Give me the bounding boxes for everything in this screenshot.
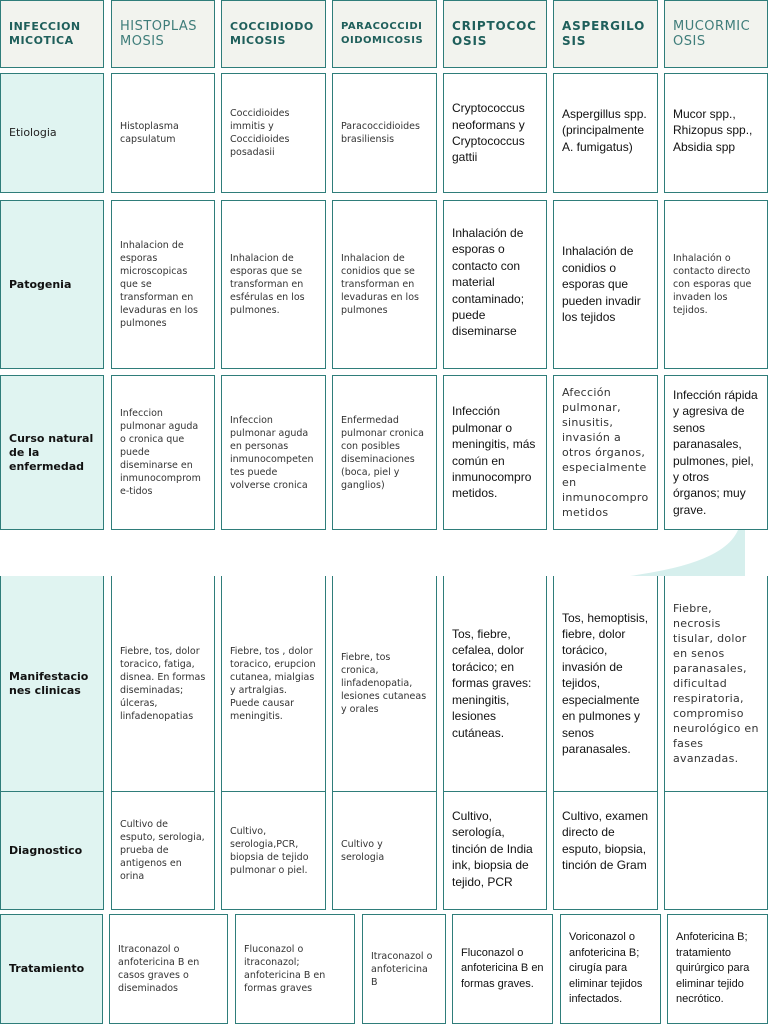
cell-text: Voriconazol o anfotericina B; cirugía para eliminar tejidos infectados.: [569, 931, 643, 1006]
cell-tratamiento-mucormicosis: [667, 914, 768, 1024]
cell-text: Afección pulmonar, sinusitis, invasión a otros órganos, especialmente en inmunocomprometidos: [562, 386, 649, 519]
cell-etiologia-coccidioidomicosis: [221, 73, 326, 193]
cell-etiologia-aspergilosis: [553, 73, 658, 193]
cell-curso-coccidioidomicosis: [221, 375, 326, 530]
cell-manifestaciones-aspergilosis: [553, 576, 658, 792]
cell-etiologia-paracoccidioidomicosis: [332, 73, 437, 193]
cell-tratamiento-coccidioidomicosis: [235, 914, 355, 1024]
cell-text: Fluconazol o anfotericina B en formas graves.: [461, 946, 544, 990]
row-label-patogenia: [0, 200, 104, 369]
header-mucormicosis: [664, 0, 768, 68]
cell-diagnostico-histoplasmosis: [111, 791, 215, 910]
row-label-diagnostico: [0, 791, 104, 910]
row-label: Etiologia: [9, 126, 57, 139]
row-label: Tratamiento: [9, 962, 85, 975]
row-label-tratamiento: [0, 914, 103, 1024]
cell-text: Inhalacion de conidios que se transforman en levaduras en los pulmones: [341, 253, 419, 316]
cell-text: Fiebre, necrosis tisular, dolor en senos paranasales, dificultad respiratoria, compromiso neurológico en fases avanzadas.: [673, 602, 759, 765]
row-label-curso-natural: [0, 375, 104, 530]
cell-text: Mucor spp., Rhizopus spp., Absidia spp: [673, 107, 753, 154]
header-aspergilosis: [553, 0, 658, 68]
cell-patogenia-coccidioidomicosis: [221, 200, 326, 369]
cell-text: Coccidioides immitis y Coccidioides posadasii: [230, 108, 290, 158]
cell-patogenia-aspergilosis: [553, 200, 658, 369]
cell-patogenia-histoplasmosis: [111, 200, 215, 369]
row-label: Patogenia: [9, 277, 72, 291]
cell-text: Itraconazol o anfotericina B: [371, 950, 433, 988]
header-coccidioidomicosis: [221, 0, 326, 68]
cell-text: Inhalacion de esporas microscopicas que se transforman en levaduras en los pulmones: [120, 240, 198, 329]
cell-etiologia-mucormicosis: [664, 73, 768, 193]
cell-manifestaciones-mucormicosis: [664, 576, 768, 792]
cell-text: Cultivo, examen directo de esputo, biopsia, tinción de Gram: [562, 809, 649, 873]
cell-text: Cryptococcus neoformans y Cryptococcus gattii: [452, 101, 525, 165]
cell-text: Fluconazol o itraconazol; anfotericina B en formas graves: [244, 944, 326, 994]
cell-diagnostico-criptococosis: [443, 791, 547, 910]
cell-diagnostico-aspergilosis: [553, 791, 658, 910]
cell-curso-mucormicosis: [664, 375, 768, 530]
cell-text: Infeccion pulmonar aguda en personas inmunocompetentes puede volverse cronica: [230, 414, 314, 491]
cell-text: Inhalacion de esporas que se transforman en esférulas en los pulmones.: [230, 253, 305, 316]
row-label: Curso natural de la enfermedad: [9, 431, 94, 473]
cell-manifestaciones-coccidioidomicosis: [221, 576, 326, 792]
cell-curso-paracoccidioidomicosis: [332, 375, 437, 530]
cell-curso-aspergilosis: [553, 375, 658, 530]
cell-tratamiento-aspergilosis: [560, 914, 661, 1024]
cell-patogenia-paracoccidioidomicosis: [332, 200, 437, 369]
cell-text: Fiebre, tos, dolor toracico, fatiga, disnea. En formas diseminadas; úlceras, linfadenopatias: [120, 645, 206, 722]
cell-text: Inhalación o contacto directo con esporas que invaden los tejidos.: [673, 253, 752, 316]
cell-text: Aspergillus spp. (principalmente A. fumigatus): [562, 107, 647, 154]
cell-text: Cultivo y serologia: [341, 838, 385, 863]
cell-text: Inhalación de esporas o contacto con material contaminado; puede diseminarse: [452, 226, 525, 339]
header-label: COCCIDIODOMICOSIS: [230, 20, 314, 47]
cell-text: Cultivo de esputo, serologia, prueba de antigenos en orina: [120, 819, 205, 882]
cell-text: Tos, hemoptisis, fiebre, dolor torácico, invasión de tejidos, especialmente en pulmones y senos paranasales.: [562, 610, 649, 756]
cell-text: Infección rápida y agresiva de senos paranasales, pulmones, piel, y otros órganos; muy grave.: [673, 387, 758, 517]
cell-curso-criptococosis: [443, 375, 547, 530]
cell-text: Fiebre, tos , dolor toracico, erupcion cutanea, mialgias y artralgias. Puede causar meningitis.: [230, 645, 316, 722]
cell-text: Infeccion pulmonar aguda o cronica que puede diseminarse en inmunocomprome-tidos: [120, 408, 201, 497]
cell-text: Infección pulmonar o meningitis, más común en inmunocomprometidos.: [452, 404, 536, 501]
cell-text: Cultivo, serología, tinción de India ink, biopsia de tejido, PCR: [452, 809, 533, 889]
cell-etiologia-histoplasmosis: [111, 73, 215, 193]
cell-manifestaciones-histoplasmosis: [111, 576, 215, 792]
cell-tratamiento-paracoccidioidomicosis: [362, 914, 446, 1024]
cell-etiologia-criptococosis: [443, 73, 547, 193]
cell-diagnostico-mucormicosis: [664, 791, 768, 910]
cell-text: Inhalación de conidios o esporas que pueden invadir los tejidos: [562, 244, 641, 325]
cell-text: Enfermedad pulmonar cronica con posibles diseminaciones (boca, piel y ganglios): [341, 414, 424, 491]
header-label: CRIPTOCOCOSIS: [452, 19, 537, 48]
header-label: INFECCION MICOTICA: [9, 20, 81, 47]
header-label: MUCORMICOSIS: [673, 19, 751, 49]
cell-text: Cultivo, serologia,PCR, biopsia de tejido pulmonar o piel.: [230, 825, 309, 876]
cell-text: Anfotericina B; tratamiento quirúrgico para eliminar tejido necrótico.: [676, 931, 750, 1006]
decorative-swoosh: [630, 530, 745, 576]
cell-text: Paracoccidioides brasiliensis: [341, 121, 420, 145]
cell-text: Itraconazol o anfotericina B en casos graves o diseminados: [118, 944, 200, 994]
cell-tratamiento-histoplasmosis: [109, 914, 228, 1024]
header-paracoccidioidomicosis: [332, 0, 437, 68]
header-criptococosis: [443, 0, 547, 68]
cell-diagnostico-coccidioidomicosis: [221, 791, 326, 910]
header-label: HISTOPLASMOSIS: [120, 19, 198, 49]
cell-manifestaciones-criptococosis: [443, 576, 547, 792]
cell-diagnostico-paracoccidioidomicosis: [332, 791, 437, 910]
row-label-manifestaciones: [0, 576, 104, 792]
header-label: ASPERGILOSIS: [562, 19, 646, 48]
cell-text: Histoplasma capsulatum: [120, 121, 179, 145]
row-label: Manifestaciones clinicas: [9, 669, 89, 697]
cell-manifestaciones-paracoccidioidomicosis: [332, 576, 437, 792]
cell-text: Tos, fiebre, cefalea, dolor torácico; en formas graves: meningitis, lesiones cutáneas.: [452, 627, 532, 740]
header-histoplasmosis: [111, 0, 215, 68]
header-infeccion-micotica: [0, 0, 104, 68]
cell-patogenia-criptococosis: [443, 200, 547, 369]
cell-curso-histoplasmosis: [111, 375, 215, 530]
cell-text: Fiebre, tos cronica, linfadenopatia, lesiones cutaneas y orales: [341, 652, 427, 715]
cell-tratamiento-criptococosis: [452, 914, 553, 1024]
cell-patogenia-mucormicosis: [664, 200, 768, 369]
header-label: PARACOCCIDIOIDOMICOSIS: [341, 21, 424, 46]
row-label-etiologia: [0, 73, 104, 193]
row-label: Diagnostico: [9, 843, 83, 857]
